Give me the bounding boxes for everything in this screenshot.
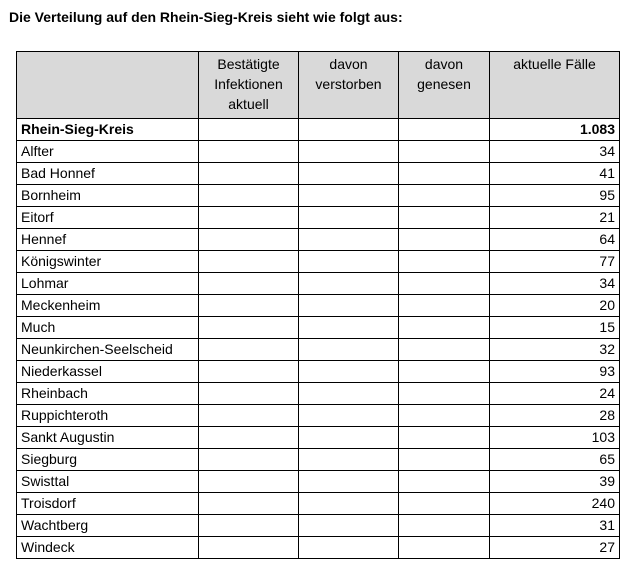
- page-heading: Die Verteilung auf den Rhein-Sieg-Kreis sieht wie folgt aus:: [9, 9, 403, 25]
- confirmed-cell: [199, 383, 299, 405]
- confirmed-cell: [199, 537, 299, 559]
- municipality-name-cell: Rheinbach: [17, 383, 199, 405]
- municipality-name-cell: Königswinter: [17, 251, 199, 273]
- current-cases-cell: 240: [490, 493, 620, 515]
- municipality-name-cell: Windeck: [17, 537, 199, 559]
- current-cases-cell: 27: [490, 537, 620, 559]
- recovered-cell: [399, 493, 490, 515]
- recovered-cell: [399, 251, 490, 273]
- municipality-name-cell: Bad Honnef: [17, 163, 199, 185]
- current-cases-cell: 24: [490, 383, 620, 405]
- municipality-name-cell: Sankt Augustin: [17, 427, 199, 449]
- current-cases-cell: 34: [490, 141, 620, 163]
- confirmed-cell: [199, 229, 299, 251]
- confirmed-cell: [199, 405, 299, 427]
- confirmed-cell: [199, 449, 299, 471]
- municipality-name-cell: Eitorf: [17, 207, 199, 229]
- column-header-deceased: davon verstorben: [299, 52, 399, 119]
- municipality-name-cell: Niederkassel: [17, 361, 199, 383]
- municipality-name-cell: Alfter: [17, 141, 199, 163]
- total-row: [17, 119, 620, 141]
- current-cases-cell: 39: [490, 471, 620, 493]
- column-header-region: [17, 52, 199, 119]
- deceased-cell: [299, 163, 399, 185]
- deceased-cell: [299, 537, 399, 559]
- table-row: [17, 427, 620, 449]
- recovered-cell: [399, 185, 490, 207]
- deceased-cell: [299, 251, 399, 273]
- table-row: [17, 339, 620, 361]
- recovered-cell: [399, 361, 490, 383]
- confirmed-cell: [199, 163, 299, 185]
- confirmed-cell: [199, 251, 299, 273]
- recovered-cell: [399, 317, 490, 339]
- total-recovered-cell: [399, 119, 490, 141]
- municipality-name-cell: Ruppichteroth: [17, 405, 199, 427]
- table-row: [17, 361, 620, 383]
- table-row: [17, 405, 620, 427]
- confirmed-cell: [199, 295, 299, 317]
- deceased-cell: [299, 471, 399, 493]
- current-cases-cell: 20: [490, 295, 620, 317]
- confirmed-cell: [199, 185, 299, 207]
- table-row: [17, 163, 620, 185]
- table-row: [17, 537, 620, 559]
- recovered-cell: [399, 427, 490, 449]
- recovered-cell: [399, 537, 490, 559]
- total-confirmed-cell: [199, 119, 299, 141]
- deceased-cell: [299, 185, 399, 207]
- recovered-cell: [399, 405, 490, 427]
- confirmed-cell: [199, 361, 299, 383]
- table-row: [17, 493, 620, 515]
- table-row: [17, 229, 620, 251]
- municipality-name-cell: Much: [17, 317, 199, 339]
- confirmed-cell: [199, 141, 299, 163]
- table-row: [17, 317, 620, 339]
- deceased-cell: [299, 141, 399, 163]
- current-cases-cell: 65: [490, 449, 620, 471]
- current-cases-cell: 32: [490, 339, 620, 361]
- table-row: [17, 449, 620, 471]
- recovered-cell: [399, 515, 490, 537]
- current-cases-cell: 64: [490, 229, 620, 251]
- municipality-name-cell: Hennef: [17, 229, 199, 251]
- confirmed-cell: [199, 493, 299, 515]
- deceased-cell: [299, 427, 399, 449]
- deceased-cell: [299, 207, 399, 229]
- municipality-name-cell: Lohmar: [17, 273, 199, 295]
- table-row: [17, 383, 620, 405]
- current-cases-cell: 21: [490, 207, 620, 229]
- municipality-name-cell: Siegburg: [17, 449, 199, 471]
- table-row: [17, 273, 620, 295]
- recovered-cell: [399, 295, 490, 317]
- current-cases-cell: 95: [490, 185, 620, 207]
- deceased-cell: [299, 405, 399, 427]
- table-header-row: [17, 52, 620, 119]
- recovered-cell: [399, 273, 490, 295]
- current-cases-cell: 34: [490, 273, 620, 295]
- current-cases-cell: 103: [490, 427, 620, 449]
- deceased-cell: [299, 229, 399, 251]
- table-row: [17, 185, 620, 207]
- deceased-cell: [299, 449, 399, 471]
- deceased-cell: [299, 339, 399, 361]
- deceased-cell: [299, 493, 399, 515]
- deceased-cell: [299, 515, 399, 537]
- table-row: [17, 295, 620, 317]
- confirmed-cell: [199, 273, 299, 295]
- municipality-name-cell: Wachtberg: [17, 515, 199, 537]
- column-header-recovered: davon genesen: [399, 52, 490, 119]
- total-current-cell: 1.083: [490, 119, 620, 141]
- municipality-name-cell: Meckenheim: [17, 295, 199, 317]
- current-cases-cell: 31: [490, 515, 620, 537]
- confirmed-cell: [199, 317, 299, 339]
- confirmed-cell: [199, 427, 299, 449]
- municipality-name-cell: Troisdorf: [17, 493, 199, 515]
- deceased-cell: [299, 273, 399, 295]
- distribution-table: [16, 51, 620, 559]
- deceased-cell: [299, 295, 399, 317]
- table-row: [17, 141, 620, 163]
- recovered-cell: [399, 471, 490, 493]
- table-row: [17, 515, 620, 537]
- deceased-cell: [299, 317, 399, 339]
- municipality-name-cell: Bornheim: [17, 185, 199, 207]
- recovered-cell: [399, 141, 490, 163]
- municipality-name-cell: Swisttal: [17, 471, 199, 493]
- recovered-cell: [399, 163, 490, 185]
- confirmed-cell: [199, 471, 299, 493]
- municipality-name-cell: Neunkirchen-Seelscheid: [17, 339, 199, 361]
- current-cases-cell: 77: [490, 251, 620, 273]
- recovered-cell: [399, 207, 490, 229]
- confirmed-cell: [199, 339, 299, 361]
- recovered-cell: [399, 449, 490, 471]
- column-header-confirmed: Bestätigte Infektionen aktuell: [199, 52, 299, 119]
- deceased-cell: [299, 383, 399, 405]
- deceased-cell: [299, 361, 399, 383]
- total-deceased-cell: [299, 119, 399, 141]
- current-cases-cell: 93: [490, 361, 620, 383]
- recovered-cell: [399, 383, 490, 405]
- current-cases-cell: 41: [490, 163, 620, 185]
- current-cases-cell: 28: [490, 405, 620, 427]
- confirmed-cell: [199, 515, 299, 537]
- current-cases-cell: 15: [490, 317, 620, 339]
- table-row: [17, 207, 620, 229]
- column-header-current-cases: aktuelle Fälle: [490, 52, 620, 119]
- confirmed-cell: [199, 207, 299, 229]
- table-row: [17, 251, 620, 273]
- total-name-cell: Rhein-Sieg-Kreis: [17, 119, 199, 141]
- table-row: [17, 471, 620, 493]
- recovered-cell: [399, 339, 490, 361]
- recovered-cell: [399, 229, 490, 251]
